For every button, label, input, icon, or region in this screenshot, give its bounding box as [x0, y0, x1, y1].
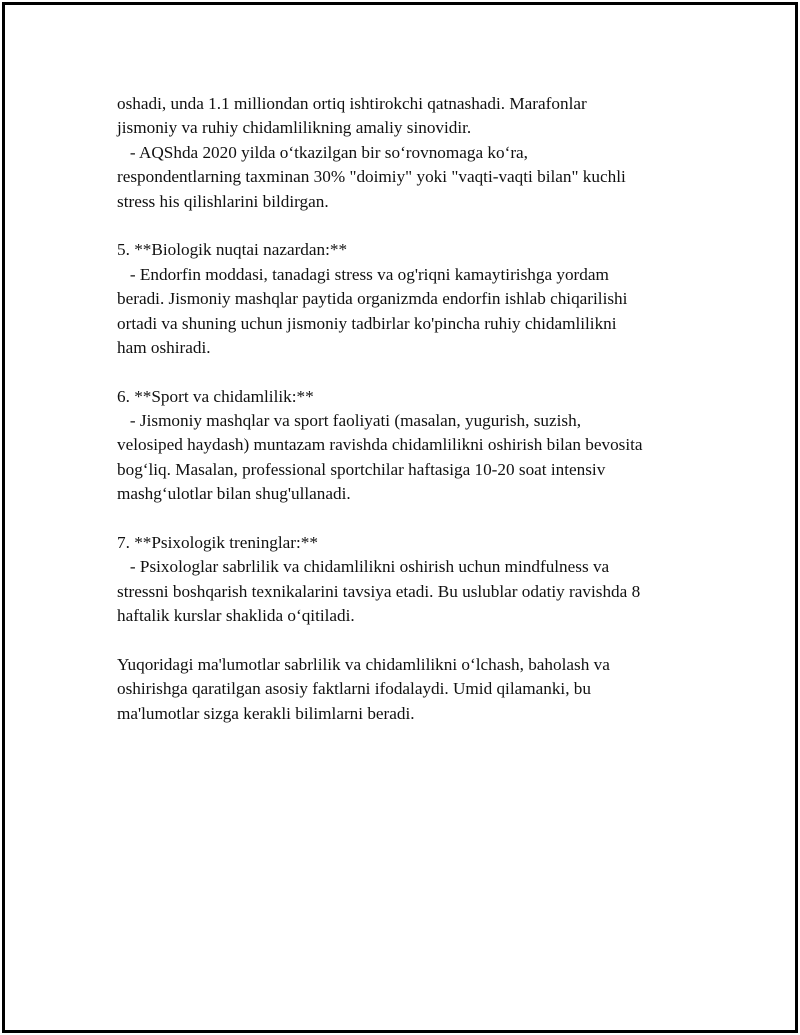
- section-biologik: [117, 238, 697, 360]
- paragraph-intro-continuation: [117, 92, 697, 214]
- text-line: - Jismoniy mashqlar va sport faoliyati (masalan, yugurish, suzish,: [117, 411, 581, 431]
- text-line: bog‘liq. Masalan, professional sportchilar haftasiga 10-20 soat intensiv: [117, 459, 606, 479]
- section-heading: 7. **Psixologik treninglar:**: [117, 533, 318, 553]
- text-line: Yuqoridagi ma'lumotlar sabrlilik va chidamlilikni o‘lchash, baholash va: [117, 654, 610, 674]
- text-line: ortadi va shuning uchun jismoniy tadbirlar ko'pincha ruhiy chidamlilikni: [117, 313, 617, 333]
- text-line: - AQShda 2020 yilda o‘tkazilgan bir so‘rovnomaga ko‘ra,: [117, 142, 528, 162]
- text-line: oshirishga qaratilgan asosiy faktlarni ifodalaydi. Umid qilamanki, bu: [117, 679, 591, 699]
- section-heading: 6. **Sport va chidamlilik:**: [117, 386, 314, 406]
- text-line: respondentlarning taxminan 30% "doimiy" yoki "vaqti-vaqti bilan" kuchli: [117, 167, 626, 187]
- text-line: ham oshiradi.: [117, 337, 211, 357]
- text-line: haftalik kurslar shaklida o‘qitiladi.: [117, 606, 355, 626]
- text-line: stressni boshqarish texnikalarini tavsiya etadi. Bu uslublar odatiy ravishda 8: [117, 581, 641, 601]
- text-line: beradi. Jismoniy mashqlar paytida organizmda endorfin ishlab chiqarilishi: [117, 289, 628, 309]
- text-line: mashg‘ulotlar bilan shug'ullanadi.: [117, 484, 351, 504]
- text-line: oshadi, unda 1.1 milliondan ortiq ishtirokchi qatnashadi. Marafonlar: [117, 94, 587, 113]
- text-line: jismoniy va ruhiy chidamlilikning amaliy sinovidir.: [117, 118, 472, 138]
- document-body: [117, 92, 697, 726]
- text-line: velosiped haydash) muntazam ravishda chidamlilikni oshirish bilan bevosita: [117, 435, 643, 455]
- text-line: stress his qilishlarini bildirgan.: [117, 191, 329, 211]
- paragraph-gap: [117, 214, 697, 238]
- section-sport: [117, 385, 697, 507]
- section-psixologik: [117, 531, 697, 629]
- paragraph-gap: [117, 629, 697, 653]
- text-line: - Endorfin moddasi, tanadagi stress va og'riqni kamaytirishga yordam: [117, 264, 609, 284]
- section-heading: 5. **Biologik nuqtai nazardan:**: [117, 240, 348, 260]
- paragraph-gap: [117, 360, 697, 384]
- paragraph-gap: [117, 507, 697, 531]
- paragraph-conclusion: [117, 653, 697, 726]
- text-line: ma'lumotlar sizga kerakli bilimlarni beradi.: [117, 703, 415, 723]
- text-line: - Psixologlar sabrlilik va chidamlilikni oshirish uchun mindfulness va: [117, 557, 610, 577]
